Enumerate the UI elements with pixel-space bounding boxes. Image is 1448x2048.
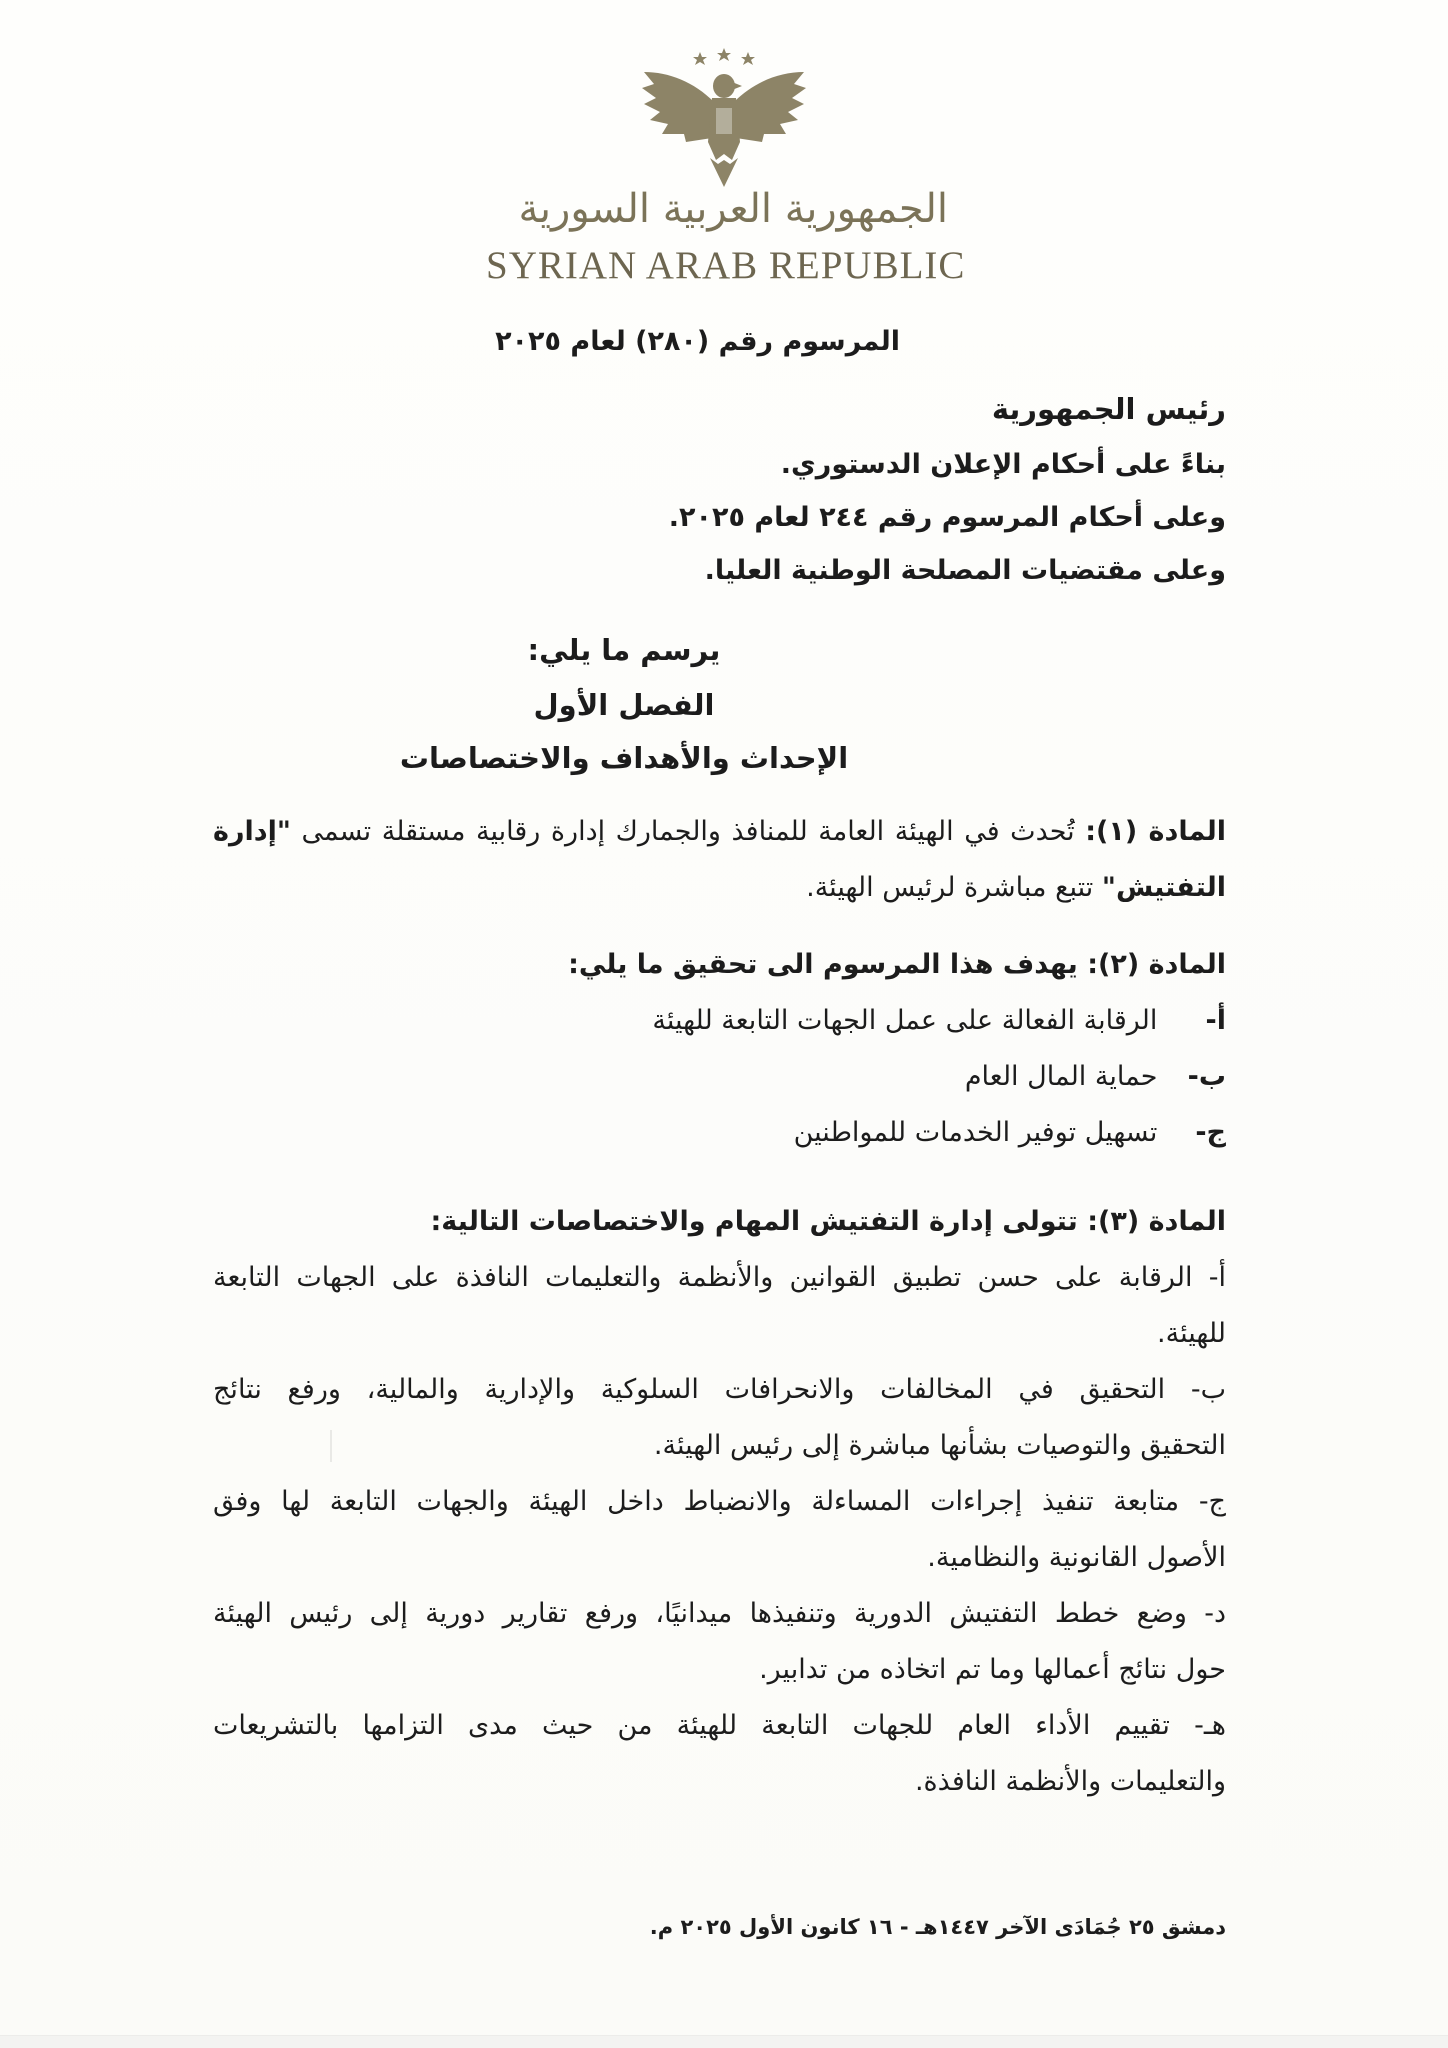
- decrees-intro: يرسم ما يلي:: [527, 633, 721, 667]
- article-3-line: والتعليمات والأنظمة النافذة.: [914, 1766, 1226, 1797]
- item-text: الرقابة الفعالة على عمل الجهات التابعة للهيئة: [652, 1005, 1158, 1036]
- article-1-label: المادة (١):: [1085, 816, 1226, 847]
- article-2-item: [965, 1061, 1226, 1092]
- article-3-line: ب- التحقيق في المخالفات والانحرافات السلوكية والإدارية والمالية، ورفع نتائج: [213, 1374, 1226, 1405]
- article-3-line: أ- الرقابة على حسن تطبيق القوانين والأنظمة والتعليمات النافذة على الجهات التابعة: [213, 1262, 1226, 1293]
- preamble-line: بناءً على أحكام الإعلان الدستوري.: [780, 449, 1226, 480]
- chapter-subtitle: الإحداث والأهداف والاختصاصات: [399, 741, 849, 775]
- article-3-line: التحقيق والتوصيات بشأنها مباشرة إلى رئيس الهيئة.: [653, 1430, 1226, 1461]
- article-3-heading: المادة (٣): تتولى إدارة التفتيش المهام والاختصاصات التالية:: [430, 1206, 1226, 1237]
- scan-artifact: [330, 1430, 332, 1462]
- item-letter: أ-: [1205, 1005, 1226, 1036]
- item-text: حماية المال العام: [964, 1061, 1158, 1092]
- article-1-line-1: [213, 816, 1226, 847]
- chapter-title: الفصل الأول: [533, 688, 715, 722]
- footer-date: دمشق ٢٥ جُمَادَى الآخر ١٤٤٧هـ - ١٦ كانون الأول ٢٠٢٥ م.: [649, 1915, 1226, 1939]
- article-3-line: الأصول القانونية والنظامية.: [927, 1542, 1226, 1573]
- eagle-emblem-icon: [624, 42, 824, 192]
- item-letter: ب-: [1187, 1061, 1226, 1092]
- article-1-bold-start: التفتيش": [1101, 872, 1226, 903]
- item-letter: ج-: [1195, 1117, 1226, 1148]
- article-2-item: [652, 1005, 1226, 1036]
- article-2-heading: المادة (٢): يهدف هذا المرسوم الى تحقيق ما يلي:: [568, 949, 1226, 980]
- article-2-item: [794, 1117, 1226, 1148]
- article-3-line: للهيئة.: [1157, 1318, 1226, 1349]
- article-1-text: تُحدث في الهيئة العامة للمنافذ والجمارك إدارة رقابية مستقلة تسمى: [301, 816, 1075, 847]
- article-3-line: هـ- تقييم الأداء العام للجهات التابعة للهيئة من حيث مدى التزامها بالتشريعات: [213, 1710, 1226, 1741]
- article-3-line: حول نتائج أعمالها وما تم اتخاذه من تدابير.: [759, 1654, 1226, 1685]
- article-1-bold-end: "إدارة: [213, 816, 291, 847]
- issuer-title: رئيس الجمهورية: [991, 392, 1226, 426]
- preamble-line: وعلى أحكام المرسوم رقم ٢٤٤ لعام ٢٠٢٥.: [668, 502, 1226, 533]
- decree-title: المرسوم رقم (٢٨٠) لعام ٢٠٢٥: [495, 326, 900, 357]
- country-name-arabic: الجمهورية العربية السورية: [518, 186, 948, 232]
- article-3-line: ج- متابعة تنفيذ إجراءات المساءلة والانضباط داخل الهيئة والجهات التابعة لها وفق: [213, 1486, 1226, 1517]
- article-1-line-2: [806, 872, 1226, 903]
- article-1-text-2: تتبع مباشرة لرئيس الهيئة.: [806, 872, 1094, 903]
- country-name-english: SYRIAN ARAB REPUBLIC: [486, 244, 966, 287]
- item-text: تسهيل توفير الخدمات للمواطنين: [793, 1117, 1158, 1148]
- preamble-line: وعلى مقتضيات المصلحة الوطنية العليا.: [704, 555, 1226, 586]
- scan-edge: [0, 2035, 1448, 2048]
- article-3-line: د- وضع خطط التفتيش الدورية وتنفيذها ميدانيًا، ورفع تقارير دورية إلى رئيس الهيئة: [213, 1598, 1226, 1629]
